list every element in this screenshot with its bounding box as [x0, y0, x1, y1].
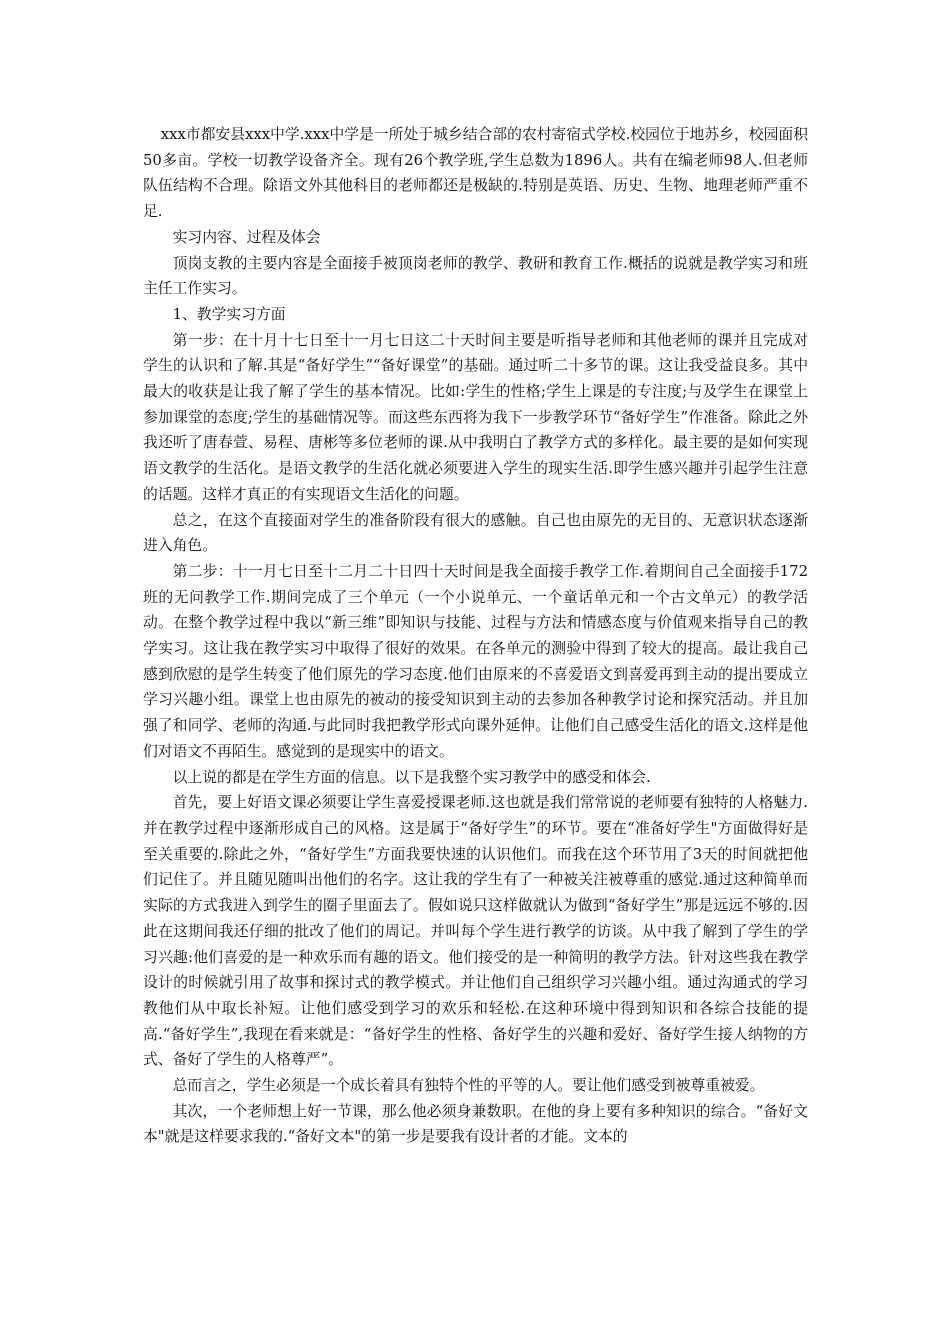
document-body	[143, 122, 808, 1150]
subheading-teaching-practice: 1、教学实习方面	[172, 305, 286, 323]
firstly-paragraph: 首先，要上好语文课必须要让学生喜爱授课老师.这也就是我们常常说的老师要有独特的人格魅力.并在教学过程中逐渐形成自己的风格。这是属于“备好学生”的环节。要在“准备好学生"方面做得好是至关重要的.除此之外，“备好学生”方面我要快速的认识他们。而我在这个环节用了3天的时间就把他们记住了。并且随见随叫出他们的名字。这让我的学生有了一种被关注被尊重的感觉.通过这种简单而实际的方式我进入到学生的圈子里面去了。假如说只这样做就认为做到“备好学生”那是远远不够的.因此在这期间我还仔细的批改了他们的周记。并叫每个学生进行教学的访谈。从中我了解到了学生的学习兴趣:他们喜爱的是一种欢乐而有趣的语文。他们接受的是一种简明的教学方法。针对这些我在教学设计的时候就引用了故事和探讨式的教学模式。并让他们自己组织学习兴趣小组。通过沟通式的学习教他们从中取长补短。让他们感受到学习的欢乐和轻松.在这种环境中得到知识和各综合技能的提高.“备好学生”,我现在看来就是：“备好学生的性格、备好学生的兴趣和爱好、备好学生接人纳物的方式、备好了学生的人格尊严”。	[143, 794, 808, 1069]
conclusion-paragraph: 总而言之，学生必须是一个成长着具有独特个性的平等的人。要让他们感受到被尊重被爱。	[172, 1077, 765, 1095]
step-one-paragraph: 第一步：在十月十七日至十一月七日这二十天时间主要是听指导老师和其他老师的课并且完成对学生的认识和了解.其是“备好学生”“备好课堂”的基础。通过听二十多节的课。这让我受益良多。其中最大的收获是让我了解了学生的基本情况。比如:学生的性格;学生上课是的专注度;与及学生在课堂上参加课堂的态度;学生的基础情况等。而这些东西将为我下一步教学环节“备好学生”作准备。除此之外我还听了唐春萱、易程、唐彬等多位老师的课.从中我明白了教学方式的多样化。最主要的是如何实现语文教学的生活化。是语文教学的生活化就必须要进入学生的现实生活.即学生感兴趣并引起学生注意的话题。这样才真正的有实现语文生活化的问题。	[143, 331, 808, 503]
step-two-paragraph: 第二步：十一月七日至十二月二十日四十天时间是我全面接手教学工作.着期间自己全面接手172班的无问教学工作.期间完成了三个单元（一个小说单元、一个童话单元和一个古文单元）的教学活动。在整个教学过程中我以“新三维”即知识与技能、过程与方法和情感态度与价值观来指导自己的教学实习。这让我在教学实习中取得了很好的效果。在各单元的测验中得到了较大的提高。最让我自己感到欣慰的是学生转变了他们原先的学习态度.他们由原来的不喜爱语文到喜爱再到主动的提出要成立学习兴趣小组。课堂上也由原先的被动的接受知识到主动的去参加各种教学讨论和探究活动。并且加强了和同学、老师的沟通.与此同时我把教学形式向课外延伸。让他们自己感受生活化的语文.这样是他们对语文不再陌生。感觉到的是现实中的语文。	[143, 562, 808, 760]
secondly-paragraph: 其次，一个老师想上好一节课，那么他必须身兼数职。在他的身上要有多种知识的综合。“备好文本"就是这样要求我的.“备好文本"的第一步是要我有设计者的才能。文本的	[143, 1102, 808, 1146]
school-intro-paragraph: xxx市都安县xxx中学.xxx中学是一所处于城乡结合部的农村寄宿式学校.校园位于地苏乡，校园面积50多亩。学校一切教学设备齐全。现有26个教学班,学生总数为1896人。共有在编老师98人.但老师队伍结构不合理。除语文外其他科目的老师都还是极缺的.特别是英语、历史、生物、地理老师严重不足.	[143, 126, 808, 221]
teaching-overview-paragraph: 顶岗支教的主要内容是全面接手被顶岗老师的教学、教研和教育工作.概括的说就是教学实习和班主任工作实习。	[143, 254, 808, 298]
section-heading-internship: 实习内容、过程及体会	[172, 228, 321, 246]
transition-paragraph: 以上说的都是在学生方面的信息。以下是我整个实习教学中的感受和体会.	[172, 768, 651, 786]
summary-paragraph: 总之，在这个直接面对学生的准备阶段有很大的感触。自己也由原先的无目的、无意识状态逐渐进入角色。	[143, 511, 808, 555]
